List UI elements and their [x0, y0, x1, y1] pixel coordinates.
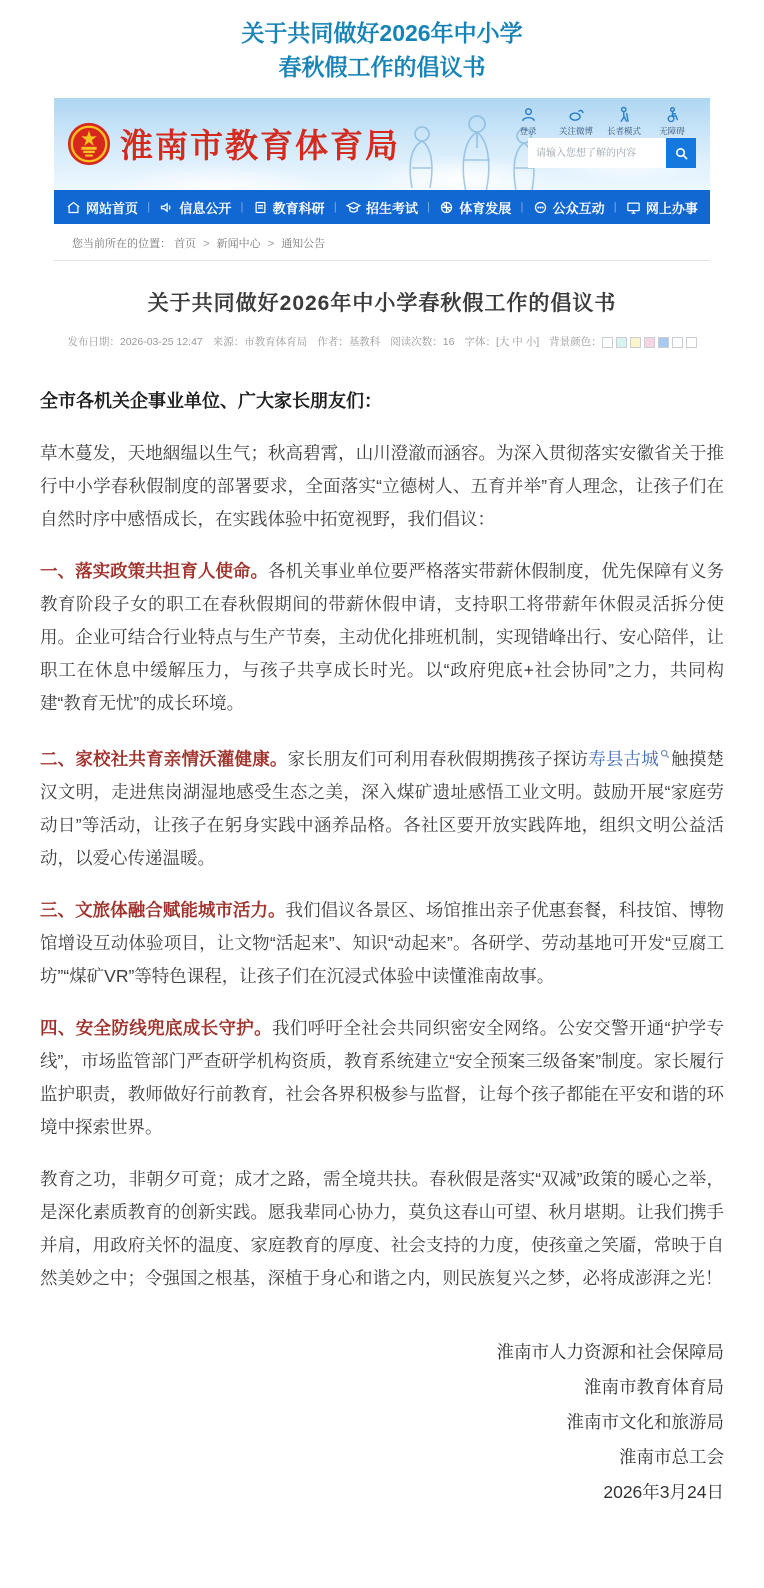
graduation-cap-icon: [346, 200, 361, 215]
source: 来源：市教育体育局: [212, 336, 308, 348]
main-nav: [54, 190, 710, 224]
bg-color-swatch[interactable]: [672, 337, 683, 348]
weibo-link[interactable]: [552, 106, 600, 137]
closing-paragraph: 教育之功，非朝夕可竟；成才之路，需全境共扶。春秋假是落实“双减”政策的暖心之举，是深化素质教育的创新实践。愿我辈同心协力，莫负这春山可望、秋月堪期。让我们携手并肩，用政府关怀的温度、家庭教育的厚度、社会支持的力度，使孩童之笑靥，常映于自然美妙之中；令强国之根基，深植于身心和谐之内，则民族复兴之梦，必将成澎湃之光！: [40, 1169, 724, 1288]
view-count: 阅读次数：16: [390, 336, 455, 348]
login-link[interactable]: [504, 106, 552, 137]
monitor-icon: [626, 200, 641, 215]
quick-link-label: 无障碍: [659, 126, 685, 136]
book-icon: [253, 200, 268, 215]
breadcrumb-link-home[interactable]: 首页: [174, 238, 197, 250]
section-4: 四、安全防线兜底成长守护。我们呼吁全社会共同织密安全网络。公安交警开通“护学专线”，市场监管部门严查研学机构资质，教育系统建立“安全预案三级备案”制度。家长履行监护职责，教师做好行前教育，社会各界积极参与监督，让每个孩子都能在平安和谐的环境中探索世界。: [40, 1018, 725, 1137]
quick-link-label: 关注微博: [558, 126, 593, 136]
site-search: [528, 138, 696, 168]
elder-mode-icon: [616, 106, 633, 123]
signature-date: 2026年3月24日: [603, 1482, 724, 1502]
signature-block: [40, 1335, 724, 1510]
site-banner: [54, 98, 710, 190]
ball-icon: [439, 200, 454, 215]
greeting: 全市各机关企事业单位、广大家长朋友们：: [40, 391, 382, 411]
share-title-line2: 春秋假工作的倡议书: [278, 54, 486, 80]
user-icon: [520, 106, 537, 123]
nav-separator: |: [613, 201, 617, 213]
bg-color-swatch[interactable]: [658, 337, 669, 348]
search-button[interactable]: [666, 138, 696, 168]
site-brand[interactable]: [66, 120, 400, 167]
section-1-heading: 一、落实政策共担育人使命。: [40, 561, 269, 581]
search-icon: [674, 146, 689, 161]
section-3-heading: 三、文旅体融合赋能城市活力。: [40, 900, 286, 920]
weibo-icon: [568, 106, 585, 123]
breadcrumb: [54, 224, 710, 261]
quick-link-label: 登录: [519, 126, 537, 136]
bg-color-swatch[interactable]: [644, 337, 655, 348]
author: 作者：基教科: [317, 336, 381, 348]
signature-line: 淮南市文化和旅游局: [566, 1412, 724, 1432]
accessibility-link[interactable]: [648, 106, 696, 137]
bg-color-picker: 背景颜色：: [549, 334, 697, 349]
search-input[interactable]: [528, 138, 666, 168]
bg-color-swatches: [602, 337, 697, 348]
share-title-line1: 关于共同做好2026年中小学: [241, 20, 523, 46]
shouxian-ancient-city-link[interactable]: 寿县古城: [588, 749, 659, 769]
national-emblem-logo: [66, 121, 112, 167]
breadcrumb-separator: >: [267, 238, 275, 250]
breadcrumb-separator: >: [203, 238, 210, 250]
nav-item-enrollment[interactable]: 招生考试: [346, 198, 418, 217]
breadcrumb-link-news[interactable]: 新闻中心: [216, 238, 261, 250]
elder-mode-link[interactable]: [600, 106, 648, 137]
bg-color-swatch[interactable]: [630, 337, 641, 348]
speaker-icon: [159, 200, 174, 215]
chat-icon: [533, 200, 548, 215]
intro-paragraph: 草木蔓发，天地絪缊以生气；秋高碧霄，山川澄澈而涵容。为深入贯彻落实安徽省关于推行中小学春秋假制度的部署要求，全面落实“立德树人、五育并举”育人理念，让孩子们在自然时序中感悟成长，在实践体验中拓宽视野，我们倡议：: [40, 443, 724, 529]
font-size-switcher[interactable]: 字体：[大 中 小]: [464, 336, 540, 348]
document-share-title: [0, 0, 764, 84]
nav-item-info[interactable]: 信息公开: [159, 198, 231, 217]
nav-separator: |: [147, 201, 151, 213]
section-3: 三、文旅体融合赋能城市活力。我们倡议各景区、场馆推出亲子优惠套餐，科技馆、博物馆增设互动体验项目，让文物“活起来”、知识“动起来”。各研学、劳动基地可开发“豆腐工坊”“煤矿VR”等特色课程，让孩子们在沉浸式体验中读懂淮南故事。: [40, 900, 725, 986]
bg-color-swatch[interactable]: [686, 337, 697, 348]
accessibility-icon: [664, 106, 681, 123]
section-4-heading: 四、安全防线兜底成长守护。: [40, 1018, 273, 1038]
article-title: 关于共同做好2026年中小学春秋假工作的倡议书: [147, 292, 617, 315]
breadcrumb-prefix: 您当前所在的位置：: [72, 238, 171, 250]
bg-color-swatch[interactable]: [616, 337, 627, 348]
signature-line: 淮南市教育体育局: [584, 1377, 724, 1397]
nav-item-research[interactable]: 教育科研: [253, 198, 325, 217]
section-1: 一、落实政策共担育人使命。各机关事业单位要严格落实带薪休假制度，优先保障有义务教育阶段子女的职工在春秋假期间的带薪休假申请，支持职工将带薪年休假灵活拆分使用。企业可结合行业特点与生产节奏，主动优化排班机制，实现错峰出行、安心陪伴，让职工在休息中缓解压力，与孩子共享成长时光。以“政府兜底+社会协同”之力，共同构建“教育无忧”的成长环境。: [40, 561, 725, 713]
breadcrumb-link-notices[interactable]: 通知公告: [281, 238, 326, 250]
quick-link-label: 长者模式: [606, 126, 641, 136]
section-2: 二、家校社共育亲情沃灌健康。家长朋友们可利用春秋假期携孩子探访寿县古城 触摸楚汉文明，走进焦岗湖湿地感受生态之美，深入煤矿遗址感悟工业文明。鼓励开展“家庭劳动日”等活动，让孩子在躬身实践中涵养品格。各社区要开放实践阵地，组织文明公益活动，以爱心传递温暖。: [40, 749, 725, 868]
bg-color-swatch[interactable]: [602, 337, 613, 348]
section-2-heading: 二、家校社共育亲情沃灌健康。: [40, 749, 288, 769]
nav-item-sports[interactable]: 体育发展: [439, 198, 511, 217]
nav-item-home[interactable]: 网站首页: [66, 198, 138, 217]
nav-separator: |: [333, 201, 337, 213]
inline-search-icon[interactable]: [660, 747, 670, 763]
nav-separator: |: [427, 201, 431, 213]
home-icon: [66, 200, 81, 215]
publish-date: 发布日期：2026-03-25 12:47: [67, 336, 203, 348]
site-name: 淮南市教育体育局: [120, 129, 400, 165]
nav-item-online-services[interactable]: 网上办事: [626, 198, 698, 217]
nav-separator: |: [240, 201, 244, 213]
signature-line: 淮南市总工会: [619, 1447, 724, 1467]
article-meta: [54, 334, 710, 349]
nav-item-interaction[interactable]: 公众互动: [533, 198, 605, 217]
article-body: [40, 385, 724, 1510]
site-frame: [54, 98, 710, 349]
signature-line: 淮南市人力资源和社会保障局: [496, 1342, 724, 1362]
quick-links: [504, 106, 696, 137]
nav-separator: |: [520, 201, 524, 213]
